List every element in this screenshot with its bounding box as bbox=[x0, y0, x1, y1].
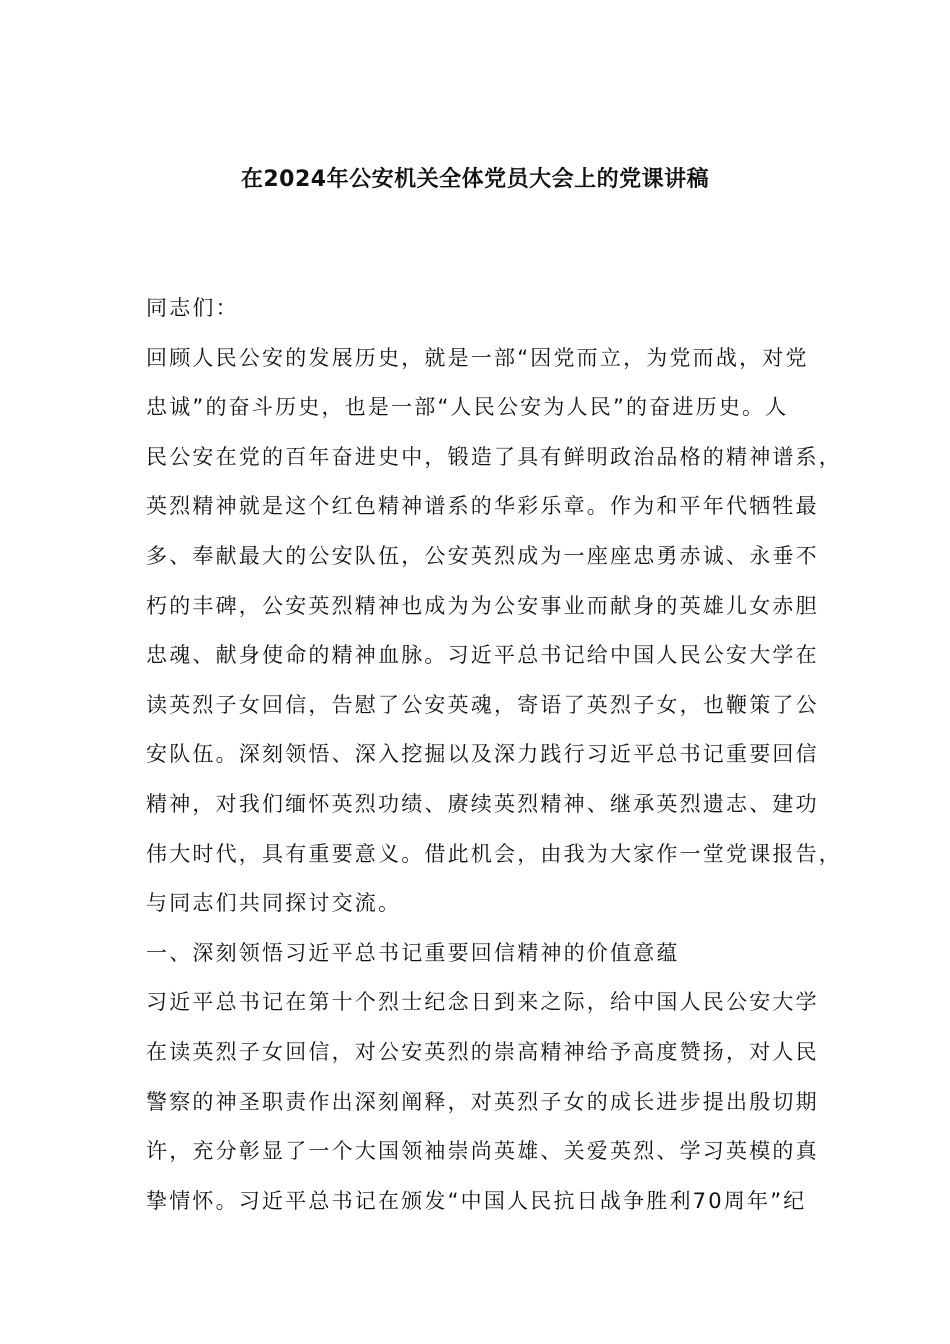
paragraph-line: 习近平总书记在第十个烈士纪念日到来之际，给中国人民公安大学 bbox=[146, 990, 819, 1015]
paragraph-line: 多、奉献最大的公安队伍，公安英烈成为一座座忠勇赤诚、永垂不 bbox=[146, 543, 819, 568]
paragraph-line: 与同志们共同探讨交流。 bbox=[146, 891, 402, 916]
paragraph-line: 朽的丰碑，公安英烈精神也成为为公安事业而献身的英雄儿女赤胆 bbox=[146, 593, 819, 618]
document-title: 在2024年公安机关全体党员大会上的党课讲稿 bbox=[240, 167, 710, 192]
paragraph-line: 忠魂、献身使命的精神血脉。习近平总书记给中国人民公安大学在 bbox=[146, 643, 819, 668]
paragraph-line: 挚情怀。习近平总书记在颁发“中国人民抗日战争胜利70周年”纪 bbox=[146, 1188, 807, 1213]
document-body bbox=[146, 284, 846, 1226]
paragraph-line: 读英烈子女回信，告慰了公安英魂，寄语了英烈子女，也鞭策了公 bbox=[146, 692, 819, 717]
salutation-line: 同志们： bbox=[146, 296, 239, 320]
paragraph-line: 警察的神圣职责作出深刻阐释，对英烈子女的成长进步提出殷切期 bbox=[146, 1089, 819, 1114]
paragraph-line: 忠诚”的奋斗历史，也是一部“人民公安为人民”的奋进历史。人 bbox=[146, 395, 789, 420]
section-heading: 一、深刻领悟习近平总书记重要回信精神的价值意蕴 bbox=[146, 940, 680, 965]
paragraph-line: 回顾人民公安的发展历史，就是一部“因党而立，为党而战，对党 bbox=[146, 345, 809, 370]
paragraph-line: 民公安在党的百年奋进史中，锻造了具有鲜明政治品格的精神谱系， bbox=[146, 444, 842, 469]
paragraph-line: 安队伍。深刻领悟、深入挖掘以及深力践行习近平总书记重要回信 bbox=[146, 742, 819, 767]
paragraph-line: 在读英烈子女回信，对公安英烈的崇高精神给予高度赞扬，对人民 bbox=[146, 1039, 819, 1064]
paragraph-line: 伟大时代，具有重要意义。借此机会，由我为大家作一堂党课报告， bbox=[146, 841, 842, 866]
paragraph-line: 许，充分彰显了一个大国领袖崇尚英雄、关爱英烈、学习英模的真 bbox=[146, 1139, 819, 1164]
paragraph-line: 精神，对我们缅怀英烈功绩、赓续英烈精神、继承英烈遗志、建功 bbox=[146, 791, 819, 816]
paragraph-line: 英烈精神就是这个红色精神谱系的华彩乐章。作为和平年代牺牲最 bbox=[146, 494, 819, 519]
